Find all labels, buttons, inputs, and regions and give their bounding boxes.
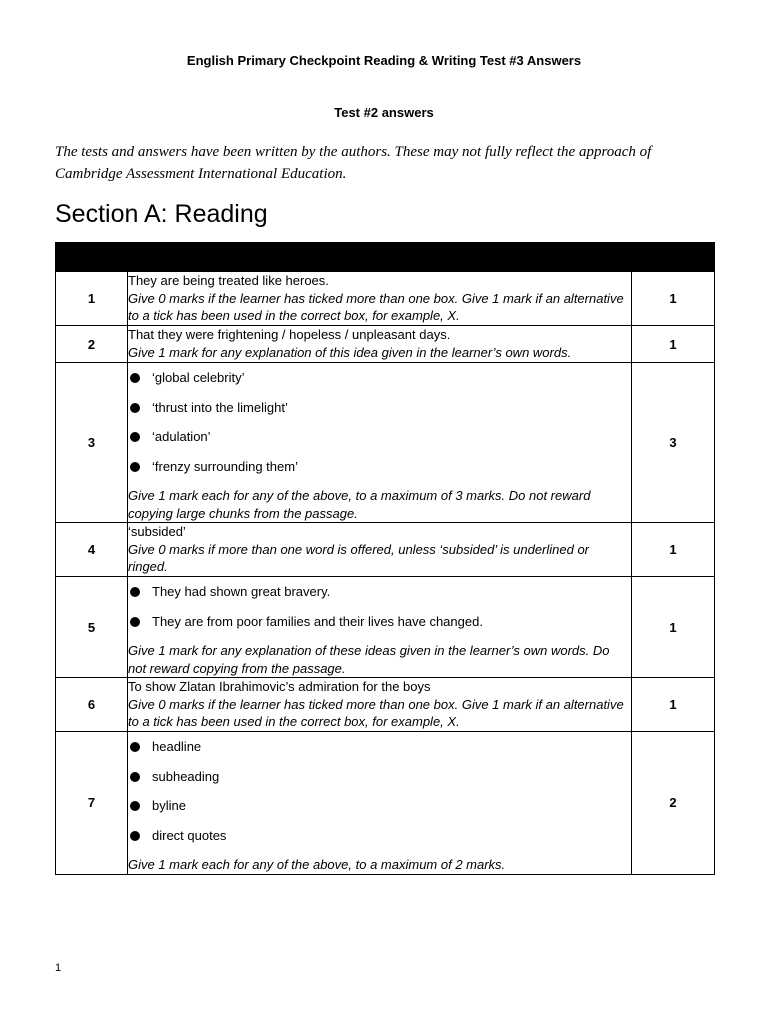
bullet-text: They had shown great bravery. <box>152 584 331 599</box>
answer-cell <box>128 326 632 363</box>
marks-value: 1 <box>632 326 715 363</box>
answer-cell <box>128 363 632 523</box>
marks-value: 1 <box>632 523 715 577</box>
list-item <box>128 611 631 641</box>
section-heading: Section A: Reading <box>55 200 268 228</box>
list-item <box>128 736 631 766</box>
list-item <box>128 795 631 825</box>
question-number: 2 <box>56 326 128 363</box>
bullet-text: headline <box>152 739 202 754</box>
bullet-icon <box>130 831 140 841</box>
answer-text: That they were frightening / hopeless / unpleasant days. <box>128 327 451 342</box>
marking-guidance: Give 1 mark each for any of the above, to a maximum of 3 marks. Do not reward copying large chunks from the passage. <box>128 488 591 521</box>
marking-guidance: Give 0 marks if the learner has ticked more than one box. Give 1 mark if an alternative to a tick has been used in the correct box, for example, X. <box>128 696 624 729</box>
table-row <box>56 678 715 732</box>
header-marks <box>632 243 715 272</box>
question-number: 3 <box>56 363 128 523</box>
test-subtitle: Test #2 answers <box>334 105 434 120</box>
marking-guidance: Give 0 marks if more than one word is offered, unless ‘subsided’ is underlined or ringed. <box>128 541 590 574</box>
bullet-text: They are from poor families and their lives have changed. <box>152 613 483 629</box>
list-item <box>128 367 631 397</box>
table-row <box>56 577 715 678</box>
bullet-text: ‘frenzy surrounding them’ <box>152 458 298 474</box>
bullet-text: subheading <box>152 768 220 784</box>
marks-value: 1 <box>632 272 715 326</box>
header-question <box>56 243 128 272</box>
table-row <box>56 272 715 326</box>
list-item <box>128 397 631 427</box>
header-answer <box>128 243 632 272</box>
marks-value: 3 <box>632 363 715 523</box>
answer-text: To show Zlatan Ibrahimovic’s admiration for the boys <box>128 679 431 694</box>
document-title: English Primary Checkpoint Reading & Writing Test #3 Answers <box>186 53 582 68</box>
bullet-icon <box>130 801 140 811</box>
question-number: 1 <box>56 272 128 326</box>
bullet-list <box>128 367 631 485</box>
question-number: 6 <box>56 678 128 732</box>
bullet-list <box>128 581 631 640</box>
bullet-text: ‘global celebrity’ <box>152 370 245 385</box>
marks-value: 1 <box>632 678 715 732</box>
bullet-icon <box>130 587 140 597</box>
bullet-icon <box>130 742 140 752</box>
answer-cell <box>128 272 632 326</box>
bullet-list <box>128 736 631 854</box>
bullet-text: ‘adulation’ <box>152 429 211 444</box>
table-header-row <box>56 243 715 272</box>
bullet-text: byline <box>152 798 186 813</box>
table-row <box>56 363 715 523</box>
disclaimer-text: The tests and answers have been written by the authors. These may not fully reflect the approach of Cambridge Assessment International Education. <box>55 144 652 182</box>
answer-text: ‘subsided’ <box>128 524 186 539</box>
answer-cell <box>128 678 632 732</box>
table-row <box>56 326 715 363</box>
marking-guidance: Give 1 mark for any explanation of these ideas given in the learner’s own words. Do not reward copying from the passage. <box>128 643 610 676</box>
marking-guidance: Give 1 mark for any explanation of this idea given in the learner’s own words. <box>128 344 572 360</box>
marks-value: 2 <box>632 732 715 875</box>
bullet-text: ‘thrust into the limelight’ <box>152 399 288 415</box>
bullet-icon <box>130 462 140 472</box>
bullet-icon <box>130 432 140 442</box>
marking-guidance: Give 1 mark each for any of the above, to a maximum of 2 marks. <box>128 857 506 872</box>
question-number: 5 <box>56 577 128 678</box>
answer-cell <box>128 732 632 875</box>
bullet-icon <box>130 373 140 383</box>
bullet-text: direct quotes <box>152 827 227 843</box>
list-item <box>128 456 631 486</box>
bullet-icon <box>130 403 140 413</box>
list-item <box>128 766 631 796</box>
answer-cell <box>128 523 632 577</box>
bullet-icon <box>130 772 140 782</box>
answer-cell <box>128 577 632 678</box>
table-row <box>56 523 715 577</box>
list-item <box>128 426 631 456</box>
answer-text: They are being treated like heroes. <box>128 273 329 288</box>
page-number: 1 <box>55 962 62 974</box>
table-row <box>56 732 715 875</box>
marking-guidance: Give 0 marks if the learner has ticked more than one box. Give 1 mark if an alternative to a tick has been used in the correct box, for example, X. <box>128 290 624 323</box>
question-number: 4 <box>56 523 128 577</box>
list-item <box>128 581 631 611</box>
question-number: 7 <box>56 732 128 875</box>
marks-value: 1 <box>632 577 715 678</box>
answers-table <box>55 242 715 875</box>
list-item <box>128 825 631 855</box>
bullet-icon <box>130 617 140 627</box>
